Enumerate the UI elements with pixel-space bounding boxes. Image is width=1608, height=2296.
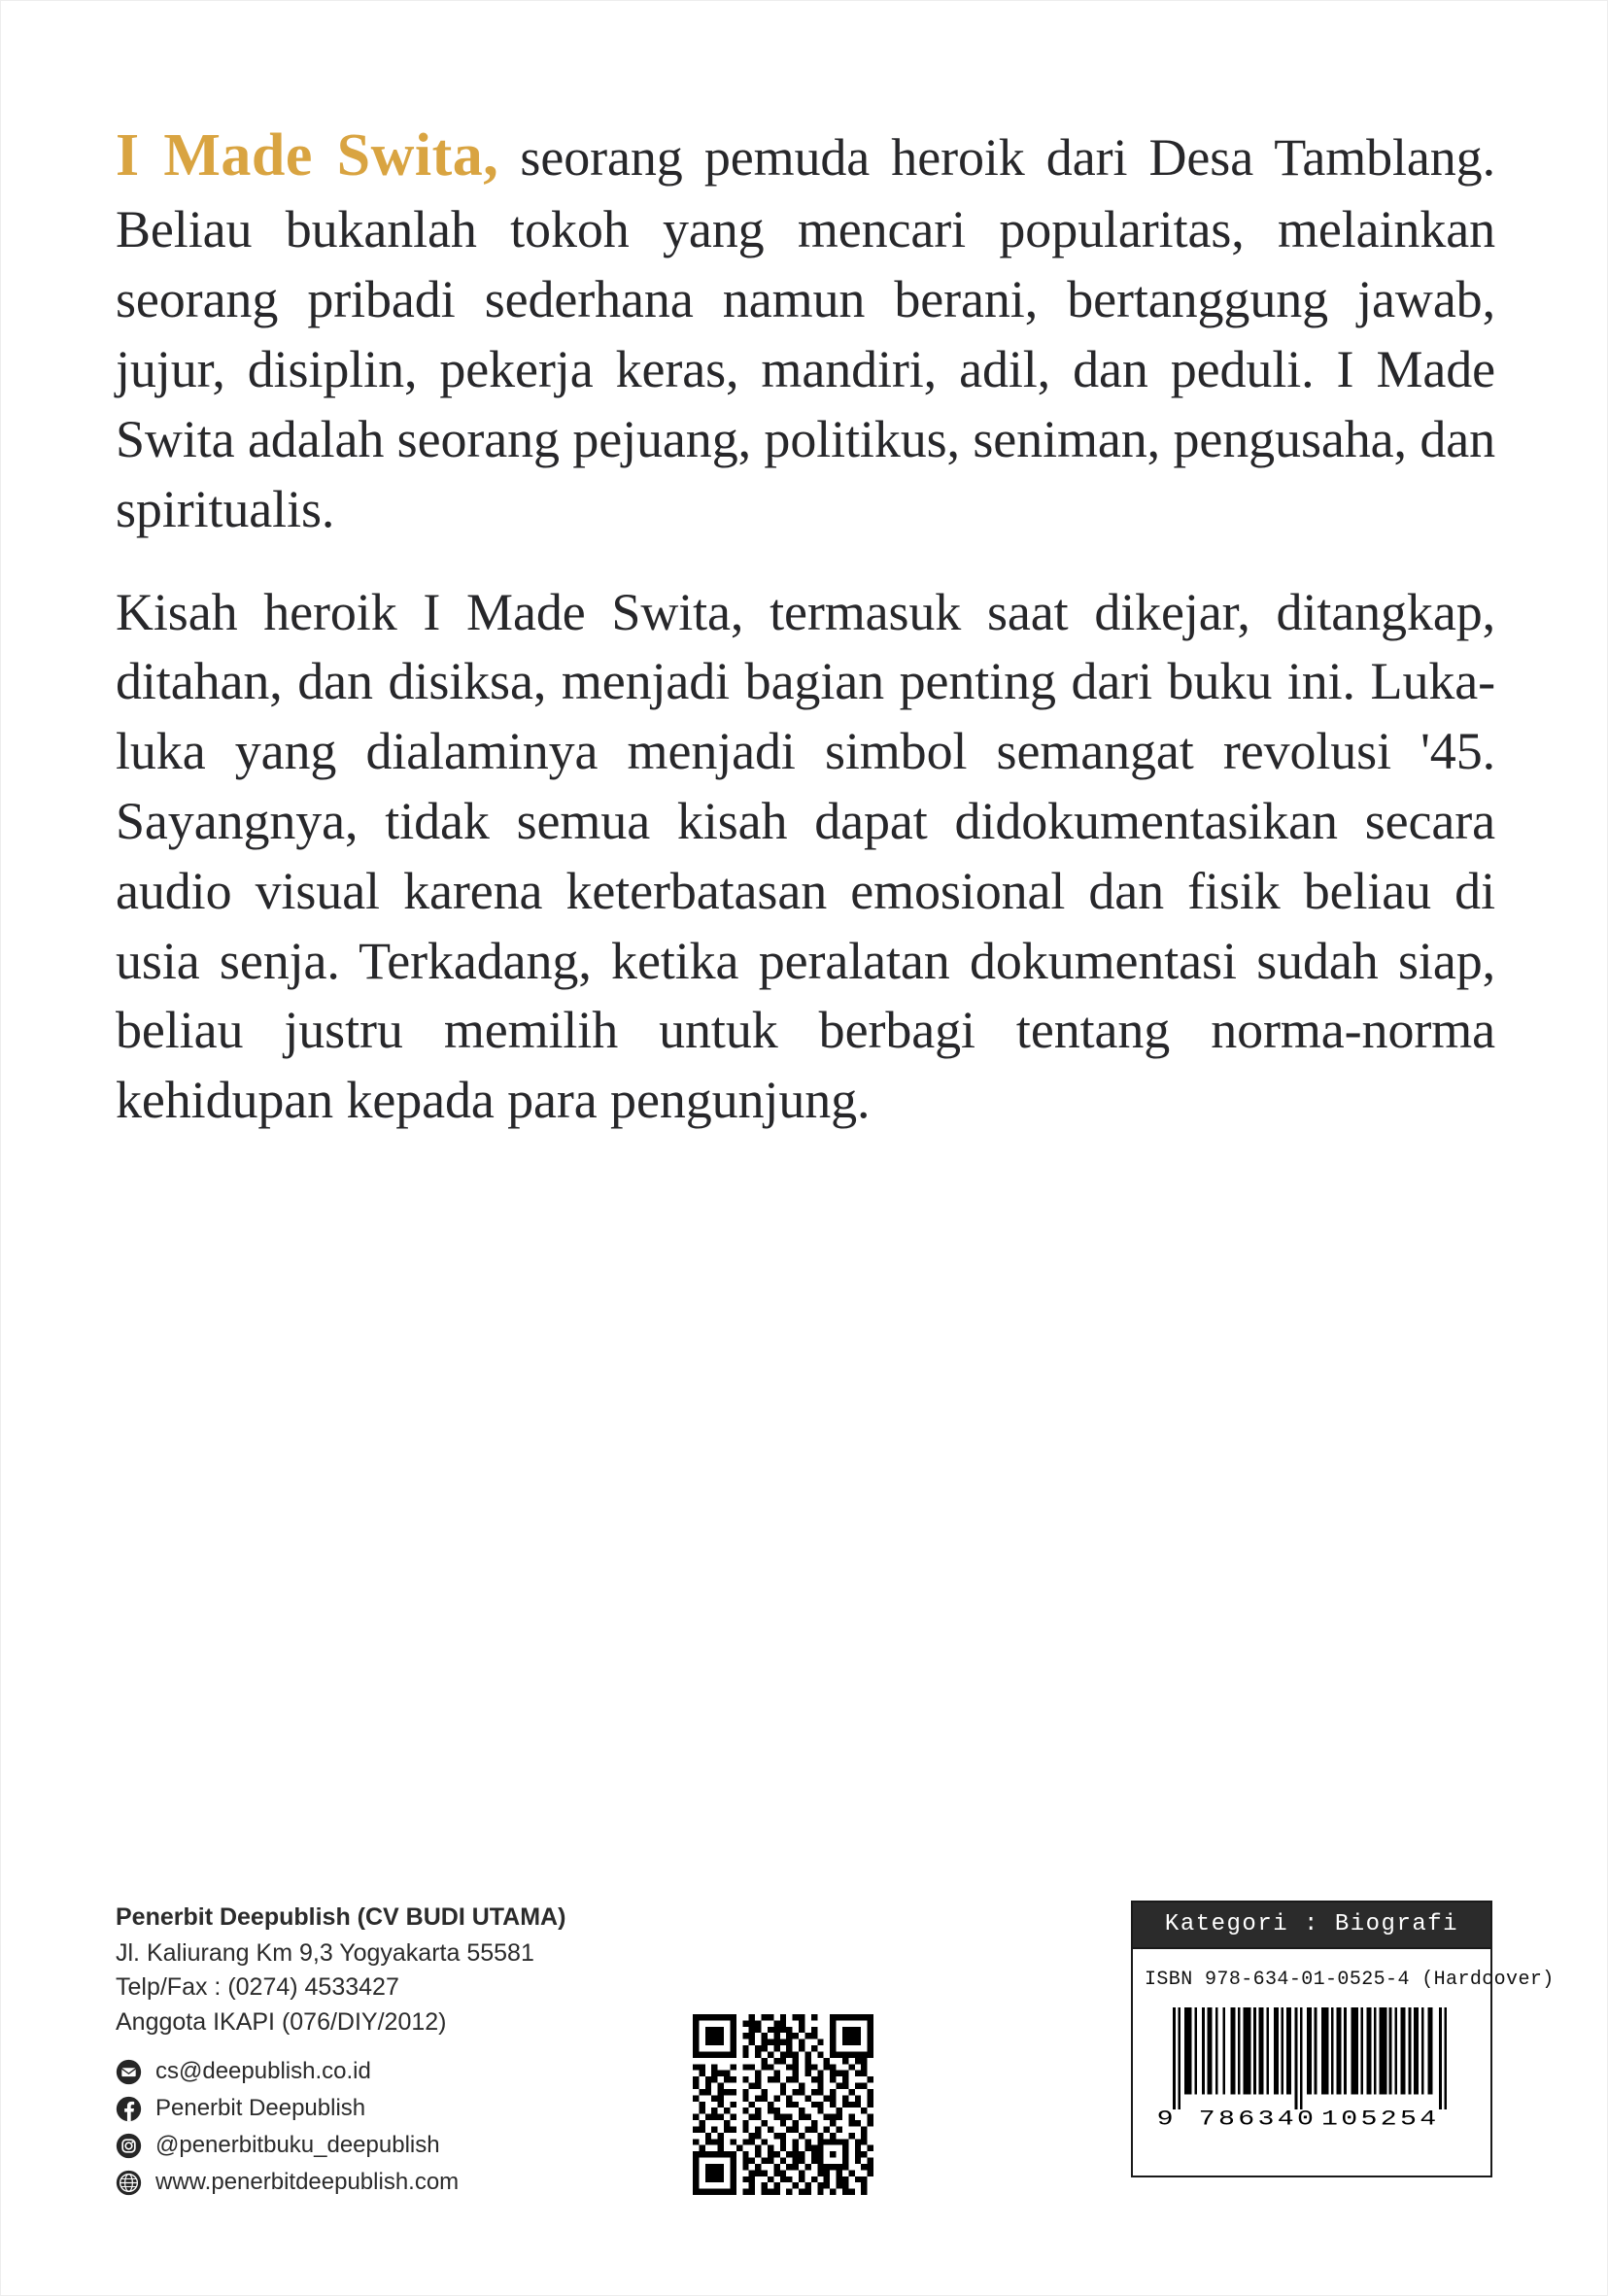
globe-www-icon: [116, 2170, 142, 2196]
publisher-name: Penerbit Deepublish (CV BUDI UTAMA): [116, 1903, 566, 1931]
blurb-paragraph-1: [116, 116, 1495, 545]
publisher-membership: Anggota IKAPI (076/DIY/2012): [116, 2007, 447, 2036]
contact-website[interactable]: [116, 2164, 737, 2201]
publisher-contact-list: [116, 2053, 737, 2201]
blurb-section: [116, 116, 1495, 1136]
qr-code[interactable]: [693, 2014, 873, 2195]
contact-instagram[interactable]: [116, 2127, 737, 2164]
isbn-body: [1133, 1949, 1555, 2176]
ean-right-group: 105254: [1320, 2107, 1440, 2127]
instagram-icon: [116, 2133, 142, 2159]
publisher-info: [116, 1901, 737, 2201]
lead-subject-name: I Made Swita,: [116, 122, 499, 188]
blurb-paragraph-2: Kisah heroik I Made Swita, termasuk saat dikejar, ditangkap, ditahan, dan disiksa, menjadi bagian penting dari buku ini. Luka-luka yang dialaminya menjadi simbol semangat revolusi '45. Sayangnya, tidak semua kisah dapat didokumentasikan secara audio visual karena keterbatasan emosional dan fisik beliau di usia senja. Terkadang, ketika peralatan dokumentasi sudah siap, beliau justru memilih untuk berbagi tentang norma-norma kehidupan kepada para pengunjung.: [116, 582, 1495, 1130]
contact-instagram-text: @penerbitbuku_deepublish: [155, 2132, 440, 2158]
ean-left-group: 786340: [1198, 2107, 1317, 2127]
envelope-icon: [116, 2059, 142, 2085]
facebook-icon: [116, 2096, 142, 2122]
footer-section: [1, 1901, 1608, 2241]
contact-facebook[interactable]: [116, 2090, 737, 2127]
contact-email-text: cs@deepublish.co.id: [155, 2058, 371, 2084]
publisher-phone: Telp/Fax : (0274) 4533427: [116, 1973, 399, 2001]
ean13-barcode: [1150, 2003, 1473, 2127]
contact-email[interactable]: [116, 2053, 737, 2090]
blurb-paragraph-1-rest: seorang pemuda heroik dari Desa Tamblang. Beliau bukanlah tokoh yang mencari popularitas, melainkan seorang pribadi sederhana namun berani, bertanggung jawab, jujur, disiplin, pekerja keras, mandiri, adil, dan peduli. I Made Swita adalah seorang pejuang, politikus, seniman, pengusaha, dan spiritualis.: [116, 128, 1495, 538]
isbn-number-text: ISBN 978-634-01-0525-4 (Hardcover): [1145, 1969, 1555, 1991]
contact-website-text: www.penerbitdeepublish.com: [155, 2169, 460, 2195]
publisher-address: Jl. Kaliurang Km 9,3 Yogyakarta 55581: [116, 1938, 534, 1967]
isbn-barcode-block: [1131, 1901, 1555, 2177]
category-label: Kategori : Biografi: [1133, 1902, 1490, 1949]
isbn-bottom-spacer: [1145, 2127, 1479, 2160]
contact-facebook-text: Penerbit Deepublish: [155, 2095, 366, 2121]
ean-prefix-digit: 9: [1156, 2107, 1174, 2127]
